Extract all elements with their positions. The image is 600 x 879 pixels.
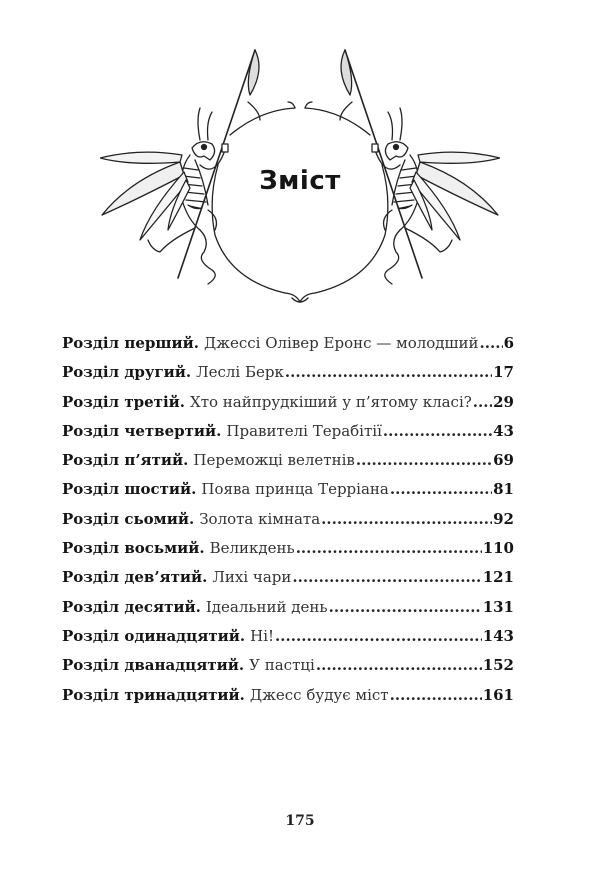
toc-entry[interactable] — [62, 422, 514, 451]
page-ref: 69 — [493, 451, 514, 470]
chapter-number: Розділ десятий. — [62, 597, 201, 616]
toc-entry[interactable] — [62, 363, 514, 392]
toc-entry[interactable] — [62, 510, 514, 539]
chapter-number: Розділ шостий. — [62, 480, 197, 499]
chapter-title: Переможці велетнів — [193, 451, 355, 470]
toc-entry[interactable] — [62, 627, 514, 656]
page-ref: 161 — [482, 685, 514, 704]
chapter-number: Розділ восьмий. — [62, 539, 205, 558]
chapter-title: Правителі Терабітії — [226, 421, 382, 440]
chapter-title: Лихі чари — [212, 568, 292, 587]
dot-leader — [285, 363, 492, 381]
toc-entry[interactable] — [62, 568, 514, 597]
dot-leader — [329, 598, 482, 616]
page-ref: 43 — [493, 421, 514, 440]
toc-entry[interactable] — [62, 393, 514, 422]
page-ref: 121 — [482, 568, 514, 587]
chapter-number: Розділ сьомий. — [62, 509, 195, 528]
chapter-number: Розділ дванадцятий. — [62, 656, 245, 675]
chapter-title: Ідеальний день — [205, 597, 328, 616]
page-ref: 110 — [482, 539, 514, 558]
chapter-number: Розділ третій. — [62, 392, 186, 411]
chapter-title: Ні! — [250, 626, 275, 645]
toc-entry[interactable] — [62, 334, 514, 363]
page-ref: 92 — [493, 509, 514, 528]
dot-leader — [479, 334, 502, 352]
dot-leader — [316, 656, 482, 674]
chapter-number: Розділ четвертий. — [62, 421, 222, 440]
toc-entry[interactable] — [62, 686, 514, 715]
dot-leader — [292, 568, 481, 586]
chapter-number: Розділ другий. — [62, 363, 192, 382]
page-ref: 29 — [493, 392, 514, 411]
chapter-number: Розділ п’ятий. — [62, 451, 189, 470]
table-of-contents — [62, 334, 514, 715]
dot-leader — [321, 510, 492, 528]
page-ref: 143 — [482, 626, 514, 645]
chapter-title: У пастці — [249, 656, 315, 675]
dot-leader — [296, 539, 482, 557]
page-ref: 17 — [493, 363, 514, 382]
chapter-title: Золота кімната — [199, 509, 321, 528]
page-ref: 81 — [493, 480, 514, 499]
chapter-number: Розділ перший. — [62, 334, 199, 352]
dot-leader — [390, 480, 492, 498]
dot-leader — [390, 686, 482, 704]
page-ref: 131 — [482, 597, 514, 616]
page-ref: 152 — [482, 656, 514, 675]
chapter-title: Великдень — [209, 539, 295, 558]
chapter-title: Джессі Олівер Еронс — молодший — [203, 334, 479, 352]
chapter-number: Розділ одинадцятий. — [62, 626, 246, 645]
toc-entry[interactable] — [62, 656, 514, 685]
toc-entry[interactable] — [62, 451, 514, 480]
toc-entry[interactable] — [62, 480, 514, 509]
page-number: 175 — [285, 813, 315, 829]
dot-leader — [356, 451, 492, 469]
chapter-number: Розділ тринадцятий. — [62, 685, 245, 704]
toc-entry[interactable] — [62, 539, 514, 568]
chapter-title: Джесс будує міст — [249, 685, 389, 704]
dot-leader — [473, 393, 492, 411]
page-title: Зміст — [259, 166, 341, 196]
chapter-title: Поява принца Терріана — [201, 480, 389, 499]
dot-leader — [275, 627, 482, 645]
toc-entry[interactable] — [62, 598, 514, 627]
dot-leader — [383, 422, 492, 440]
chapter-title: Леслі Берк — [196, 363, 284, 382]
circle-frame-icon — [212, 102, 388, 302]
chapter-title: Хто найпрудкіший у п’ятому класі? — [190, 392, 472, 411]
chapter-number: Розділ дев’ятий. — [62, 568, 208, 587]
page-ref: 6 — [503, 334, 514, 352]
